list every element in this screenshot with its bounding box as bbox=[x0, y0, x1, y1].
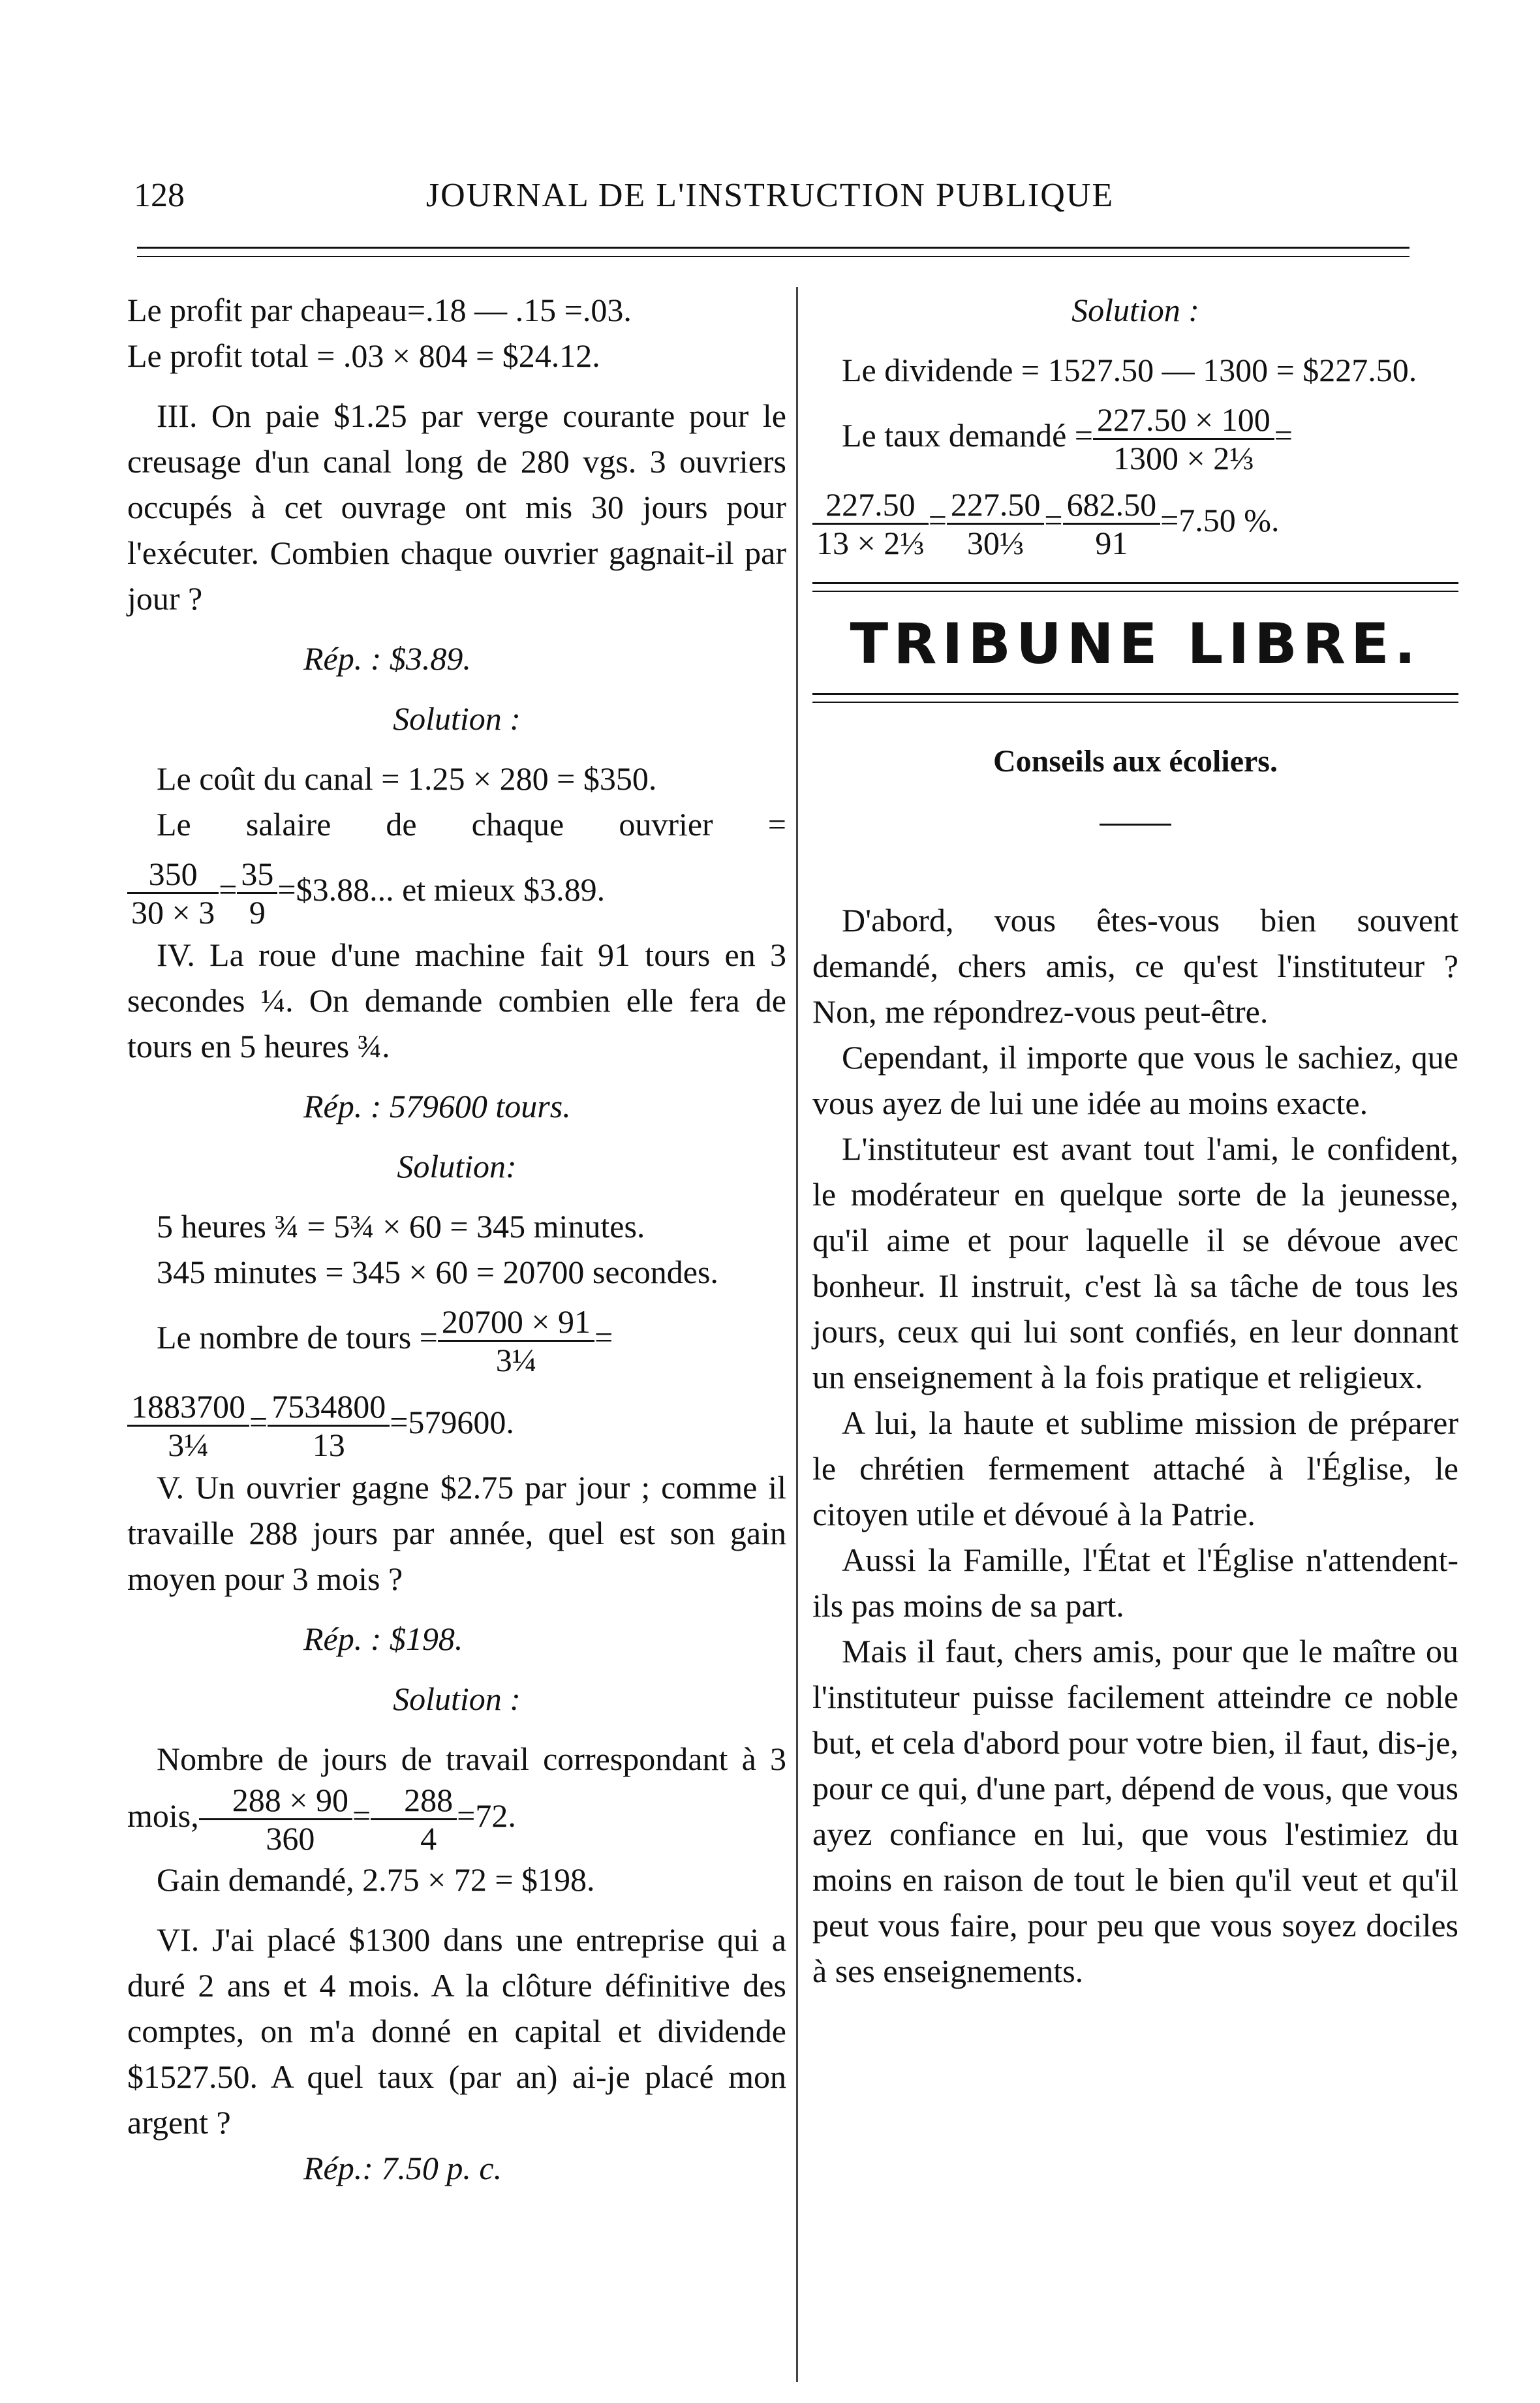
article-paragraph: D'abord, vous êtes-vous bien souvent demandé, chers amis, ce qu'est l'instituteur ? Non, me répondrez-vous peut-être. bbox=[812, 902, 1458, 1030]
short-dash bbox=[1100, 824, 1171, 826]
article-paragraph: L'instituteur est avant tout l'ami, le confident, le modérateur en quelque sorte de la jeunesse, qu'il aime et pour laquelle il se dévoue avec bonheur. Il instruit, c'est là sa tâche de tous les jours, ceux qui lui sont confiés, en leur donnant un enseignement à la fois pratique et religieux. bbox=[812, 1130, 1458, 1395]
problem-6-text: VI. J'ai placé $1300 dans une entreprise qui a duré 2 ans et 4 mois. A la clôture définitive des comptes, on m'a donné en capital et dividende $1527.50. A quel taux (par an) ai-je placé mon argent ? bbox=[127, 1921, 786, 2141]
profit-total-line: Le profit total = .03 × 804 = $24.12. bbox=[127, 337, 600, 374]
article-paragraph: Mais il faut, chers amis, pour que le maître ou l'instituteur puisse facilement atteindre ce noble but, et cela d'abord pour votre bien, il faut, dis-je, pour ce qui, d'une part, dépend de vous, que vous ayez confiance en lui, que vous l'estimiez du moins en raison de tout le bien qu'il veut et qu'il peut vous faire, pour peu que vous soyez dociles à ses enseignements. bbox=[812, 1633, 1458, 1989]
problem-5-line-2: Gain demandé, 2.75 × 72 = $198. bbox=[157, 1861, 595, 1898]
article-paragraph: Cependant, il importe que vous le sachiez, que vous ayez de lui une idée au moins exacte. bbox=[812, 1039, 1458, 1121]
article-paragraph: Aussi la Famille, l'État et l'Église n'attendent-ils pas moins de sa part. bbox=[812, 1542, 1458, 1624]
problem-4-line-1: 5 heures ¾ = 5¾ × 60 = 345 minutes. bbox=[157, 1208, 645, 1245]
page-header bbox=[134, 176, 1406, 228]
fraction: $\frac{227.50 \times 100}{\text{1300 × 2⅓}}$ bbox=[1093, 401, 1274, 476]
dividend-line: Le dividende = 1527.50 — 1300 = $227.50. bbox=[842, 352, 1417, 388]
fraction: $\frac{1883700}{\text{3¼}}$ bbox=[127, 1388, 249, 1463]
problem-4-line-2: 345 minutes = 345 × 60 = 20700 secondes. bbox=[157, 1254, 718, 1290]
problem-3-solution-heading: Solution : bbox=[393, 700, 521, 737]
page-number: 128 bbox=[134, 177, 185, 214]
fraction: $\frac{682.50}{91}$ bbox=[1063, 486, 1161, 561]
left-column bbox=[127, 287, 786, 2191]
fraction: $\frac{227.50}{\text{13 × 2⅓}}$ bbox=[812, 486, 929, 561]
fraction: $\frac{7534800}{13}$ bbox=[268, 1388, 390, 1463]
article-paragraph: A lui, la haute et sublime mission de préparer le chrétien fermement attaché à l'Église, le citoyen utile et dévoué à la Patrie. bbox=[812, 1404, 1458, 1532]
section-title: TRIBUNE LIBRE. bbox=[850, 612, 1421, 677]
fraction: $\frac{227.50}{\text{30⅓}}$ bbox=[947, 486, 1045, 561]
problem-3-text: III. On paie $1.25 par verge courante pour le creusage d'un canal long de 280 vgs. 3 ouvriers occupés à cet ouvrage ont mis 30 jours pour l'exécuter. Combien chaque ouvrier gagnait-il par jour ? bbox=[127, 397, 786, 617]
problem-4-solution-heading: Solution: bbox=[397, 1148, 517, 1185]
fraction: $\frac{35}{9}$ bbox=[237, 856, 277, 931]
header-rule-top bbox=[137, 247, 1409, 249]
rate-fraction-line-1: Le taux demandé = $\frac{227.50 \times 100}{\text{1300 × 2⅓}}$ = bbox=[842, 401, 1293, 477]
fraction: $\frac{350}{30 \times 3}$ bbox=[127, 856, 219, 931]
right-column bbox=[812, 287, 1458, 1994]
problem-4-fraction-line-2: $\frac{1883700}{\text{3¼}}$ = $\frac{7534800}{13}$ =579600. bbox=[127, 1380, 786, 1465]
fraction: $\frac{288 \times 90}{360}$ bbox=[199, 1782, 352, 1857]
column-separator bbox=[796, 287, 798, 2382]
problem-4-fraction-line-1: Le nombre de tours = $\frac{20700 \times 91}{\text{3¼}}$ = bbox=[157, 1303, 613, 1379]
problem-5-solution-heading: Solution : bbox=[393, 1681, 521, 1717]
journal-title: JOURNAL DE L'INSTRUCTION PUBLIQUE bbox=[425, 177, 1115, 214]
header-rule-bottom bbox=[137, 256, 1409, 257]
profit-hat-line: Le profit par chapeau=.18 — .15 =.03. bbox=[127, 292, 632, 328]
problem-5-line-1: Nombre de jours de travail correspondant à 3 mois, $\frac{288 \times 90}{360}$ = $\frac{288}{4}$ =72. bbox=[127, 1741, 786, 1857]
rate-fraction-line-2: $\frac{227.50}{\text{13 × 2⅓}}$ = $\frac{227.50}{\text{30⅓}}$ = $\frac{682.50}{91}$ =7.50 %. bbox=[812, 478, 1458, 563]
problem-3-line-1: Le coût du canal = 1.25 × 280 = $350. bbox=[157, 760, 657, 797]
problem-6-answer: Rép.: 7.50 p. c. bbox=[303, 2150, 502, 2186]
problem-5-answer: Rép. : $198. bbox=[303, 1620, 463, 1657]
fraction: $\frac{20700 \times 91}{\text{3¼}}$ bbox=[438, 1303, 594, 1378]
problem-3-fraction-line: $\frac{350}{30 \times 3}$ = $\frac{35}{9}$ =$3.88... et mieux $3.89. bbox=[127, 847, 786, 932]
problem-3-answer: Rép. : $3.89. bbox=[303, 640, 471, 677]
problem-4-answer: Rép. : 579600 tours. bbox=[303, 1088, 571, 1124]
problem-3-line-2: Le salaire de chaque ouvrier = bbox=[157, 806, 786, 843]
article-subheading: Conseils aux écoliers. bbox=[993, 744, 1278, 779]
problem-4-text: IV. La roue d'une machine fait 91 tours en 3 secondes ¼. On demande combien elle fera de tours en 5 heures ¾. bbox=[127, 937, 786, 1064]
fraction: $\frac{288}{4}$ bbox=[371, 1782, 457, 1857]
problem-5-text: V. Un ouvrier gagne $2.75 par jour ; comme il travaille 288 jours par année, quel est son gain moyen pour 3 mois ? bbox=[127, 1469, 786, 1597]
problem-6-solution-heading: Solution : bbox=[1071, 292, 1199, 328]
